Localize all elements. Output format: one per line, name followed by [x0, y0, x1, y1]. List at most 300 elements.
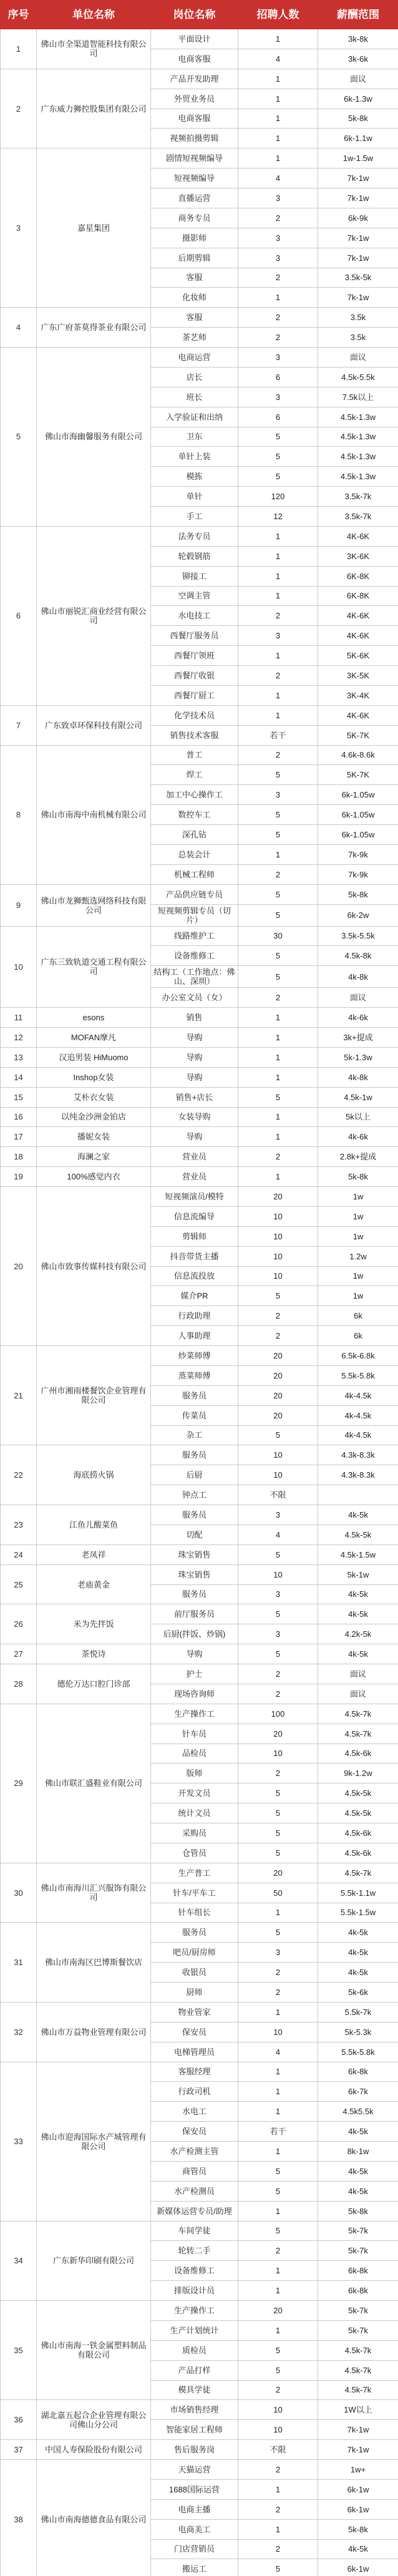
salary-range: 4k-5k	[318, 1604, 398, 1624]
company-seq: 23	[1, 1505, 37, 1545]
position-name: 门店营销员	[151, 2539, 238, 2559]
position-name: 铆接工	[151, 566, 238, 586]
table-row	[1, 1147, 398, 1167]
headcount: 20	[238, 2301, 318, 2321]
headcount: 1	[238, 586, 318, 606]
headcount: 1	[238, 546, 318, 566]
company-seq: 20	[1, 1187, 37, 1346]
position-name: 西餐厅服务员	[151, 626, 238, 646]
headcount: 5	[238, 1843, 318, 1863]
headcount: 10	[238, 1465, 318, 1485]
company-name: esons	[37, 1008, 151, 1028]
position-name: 水电技工	[151, 606, 238, 626]
position-name: 西餐厅领班	[151, 646, 238, 666]
position-name: 1688国际运营	[151, 2479, 238, 2499]
company-seq: 12	[1, 1028, 37, 1048]
salary-range: 7k-1w	[318, 188, 398, 208]
company-name: 汉追男装 HiMuomo	[37, 1047, 151, 1067]
position-name: 蒸菜师傅	[151, 1365, 238, 1385]
headcount: 100	[238, 1704, 318, 1724]
salary-range: 4.5k-7k	[318, 2360, 398, 2380]
position-name: 模具学徒	[151, 2380, 238, 2400]
salary-range: 1w	[318, 1266, 398, 1286]
position-name: 导购	[151, 1047, 238, 1067]
headcount: 5	[238, 2360, 318, 2380]
headcount: 5	[238, 884, 318, 904]
salary-range: 1w	[318, 1206, 398, 1226]
table-row	[1, 1664, 398, 1684]
headcount: 2	[238, 2241, 318, 2261]
headcount: 若干	[238, 725, 318, 745]
headcount: 1	[238, 2519, 318, 2539]
headcount: 3	[238, 248, 318, 268]
company-name: 以纯金沙洲金铂店	[37, 1107, 151, 1127]
headcount: 2	[238, 666, 318, 686]
table-row	[1, 2221, 398, 2241]
salary-range: 9k-1.2w	[318, 1764, 398, 1783]
position-name: 短视频剪辑专员（切片）	[151, 904, 238, 926]
table-row	[1, 745, 398, 765]
position-name: 护士	[151, 1664, 238, 1684]
position-name: 电商客服	[151, 49, 238, 69]
position-name: 服务员	[151, 1584, 238, 1604]
company-seq: 26	[1, 1604, 37, 1644]
headcount: 1	[238, 2261, 318, 2281]
table-row	[1, 1047, 398, 1067]
company-name: 德伦万达口腔门诊部	[37, 1664, 151, 1704]
position-name: 搬运工	[151, 2559, 238, 2576]
position-name: 智能家居工程师	[151, 2420, 238, 2440]
headcount: 120	[238, 487, 318, 507]
salary-range: 面议	[318, 988, 398, 1008]
headcount: 2	[238, 2499, 318, 2519]
headcount: 2	[238, 745, 318, 765]
position-name: 女装导购	[151, 1107, 238, 1127]
company-name: 佛山市南海一铁金属塑料制品有限公司	[37, 2301, 151, 2400]
headcount: 1	[238, 89, 318, 109]
position-name: 产品供应链专员	[151, 884, 238, 904]
salary-range: 7k-1w	[318, 288, 398, 308]
headcount: 5	[238, 1644, 318, 1664]
position-name: 化妆师	[151, 288, 238, 308]
table-row	[1, 1127, 398, 1147]
salary-range: 4k-4.5k	[318, 1405, 398, 1425]
headcount: 3	[238, 348, 318, 368]
salary-range: 4.5k-5k	[318, 1783, 398, 1803]
company-name: 米为先拌饭	[37, 1604, 151, 1644]
salary-range: 5K-6K	[318, 646, 398, 666]
position-name: 后厨	[151, 1465, 238, 1485]
position-name: 化学技术员	[151, 705, 238, 725]
salary-range: 4.5k-7k	[318, 2340, 398, 2360]
headcount: 1	[238, 1008, 318, 1028]
position-name: 外贸业务员	[151, 89, 238, 109]
position-name: 线路维护工	[151, 926, 238, 946]
position-name: 短视频编导	[151, 168, 238, 188]
salary-range: 4k-4.5k	[318, 1385, 398, 1405]
headcount: 10	[238, 1266, 318, 1286]
headcount: 2	[238, 2539, 318, 2559]
position-name: 服务员	[151, 1923, 238, 1943]
salary-range: 4k-5k	[318, 1505, 398, 1525]
position-name: 店长	[151, 367, 238, 387]
salary-range: 4k-5k	[318, 1923, 398, 1943]
company-seq: 25	[1, 1564, 37, 1604]
headcount: 3	[238, 1624, 318, 1644]
salary-range: 3K-4K	[318, 685, 398, 705]
table-row	[1, 1445, 398, 1465]
position-name: 导购	[151, 1067, 238, 1087]
salary-range: 4k-6k	[318, 1127, 398, 1147]
salary-range: 4k-8k	[318, 1067, 398, 1087]
salary-range: 7k-9k	[318, 844, 398, 864]
company-name: 广东广府茶莫得茶业有限公司	[37, 308, 151, 348]
headcount: 5	[238, 805, 318, 825]
salary-range: 6k-8k	[318, 2281, 398, 2301]
headcount: 2	[238, 1963, 318, 1983]
company-name: 海澜之家	[37, 1147, 151, 1167]
company-name: 湖北嘉五起合企业管理有限公司佛山分公司	[37, 2400, 151, 2440]
salary-range: 6k-1.05w	[318, 805, 398, 825]
position-name: 售后服务岗	[151, 2440, 238, 2460]
company-name: 佛山市致事传媒科技有限公司	[37, 1187, 151, 1346]
table-row	[1, 1107, 398, 1127]
position-name: 视频拍摄剪辑	[151, 129, 238, 149]
salary-range: 4.2k-5k	[318, 1624, 398, 1644]
company-seq: 21	[1, 1346, 37, 1445]
salary-range: 1w-1.5w	[318, 149, 398, 168]
position-name: 单针上装	[151, 447, 238, 467]
company-name: 老凤祥	[37, 1544, 151, 1564]
headcount: 5	[238, 946, 318, 966]
salary-range: 6k-8k	[318, 2062, 398, 2082]
position-name: 深孔钻	[151, 825, 238, 845]
company-name: 播妮女装	[37, 1127, 151, 1147]
position-name: 焊工	[151, 765, 238, 785]
salary-range: 4k-8k	[318, 966, 398, 988]
headcount: 10	[238, 1246, 318, 1266]
salary-range: 面议	[318, 69, 398, 89]
company-seq: 7	[1, 705, 37, 745]
company-name: 佛山市万益物业管理有限公司	[37, 2002, 151, 2062]
company-seq: 34	[1, 2221, 37, 2301]
salary-range: 5.5k-5.8k	[318, 1365, 398, 1385]
table-row	[1, 884, 398, 904]
headcount: 4	[238, 1525, 318, 1544]
salary-range: 6k	[318, 1326, 398, 1346]
salary-range: 4k-5k	[318, 2539, 398, 2559]
header-company: 单位名称	[37, 1, 151, 29]
position-name: 机械工程师	[151, 864, 238, 884]
salary-range: 面议	[318, 1684, 398, 1704]
headcount: 2	[238, 606, 318, 626]
position-name: 水电工	[151, 2102, 238, 2122]
position-name: 销售技术客服	[151, 725, 238, 745]
headcount: 3	[238, 387, 318, 407]
position-name: 服务员	[151, 1505, 238, 1525]
header-position: 岗位名称	[151, 1, 238, 29]
headcount: 20	[238, 1187, 318, 1207]
position-name: 杂工	[151, 1425, 238, 1445]
salary-range: 3k+提成	[318, 1028, 398, 1048]
position-name: 轮毂钢筋	[151, 546, 238, 566]
salary-range: 4.5k-6k	[318, 1843, 398, 1863]
salary-range: 2.8k+提成	[318, 1147, 398, 1167]
headcount: 2	[238, 864, 318, 884]
position-name: 班长	[151, 387, 238, 407]
salary-range: 1w	[318, 1226, 398, 1246]
salary-range: 6k-1w	[318, 2499, 398, 2519]
headcount: 5	[238, 966, 318, 988]
company-name: 嘉星集团	[37, 149, 151, 308]
company-seq: 27	[1, 1644, 37, 1664]
position-name: 商务专员	[151, 208, 238, 228]
salary-range: 4.5k-1.3w	[318, 407, 398, 427]
table-row	[1, 1067, 398, 1087]
salary-range: 8k-1w	[318, 2142, 398, 2162]
header-salary: 薪酬范围	[318, 1, 398, 29]
salary-range: 4.5k-1.3w	[318, 467, 398, 487]
headcount: 1	[238, 2102, 318, 2122]
table-row	[1, 1187, 398, 1207]
company-name: 广东三致轨道交通工程有限公司	[37, 926, 151, 1008]
position-name: 抖音带货主播	[151, 1246, 238, 1266]
headcount: 2	[238, 308, 318, 328]
position-name: 卫东	[151, 427, 238, 447]
salary-range: 3.5k-7k	[318, 507, 398, 527]
position-name: 电梯管理员	[151, 2042, 238, 2062]
position-name: 法务专员	[151, 526, 238, 546]
position-name: 采购员	[151, 1823, 238, 1843]
company-seq: 24	[1, 1544, 37, 1564]
position-name: 人事助理	[151, 1326, 238, 1346]
company-seq: 17	[1, 1127, 37, 1147]
company-seq: 22	[1, 1445, 37, 1505]
position-name: 剧情短视频编导	[151, 149, 238, 168]
headcount: 20	[238, 1724, 318, 1744]
headcount: 2	[238, 1684, 318, 1704]
salary-range: 7k-1w	[318, 2440, 398, 2460]
position-name: 现场咨询师	[151, 1684, 238, 1704]
company-name: 茶悦诗	[37, 1644, 151, 1664]
company-name: 佛山市全渠道智能科技有限公司	[37, 29, 151, 69]
company-seq: 15	[1, 1087, 37, 1107]
company-name: 江鱼儿酸菜鱼	[37, 1505, 151, 1545]
position-name: 销售	[151, 1008, 238, 1028]
headcount: 1	[238, 1047, 318, 1067]
position-name: 平面设计	[151, 29, 238, 49]
company-name: 佛山市联汇盛鞋业有限公司	[37, 1704, 151, 1863]
table-header-row	[1, 1, 398, 29]
headcount: 20	[238, 1405, 318, 1425]
company-name: 广东致卓环保科技有限公司	[37, 705, 151, 745]
position-name: 西餐厅厨工	[151, 685, 238, 705]
salary-range: 4.5k-1.5w	[318, 1544, 398, 1564]
company-seq: 4	[1, 308, 37, 348]
table-row	[1, 2062, 398, 2082]
headcount: 5	[238, 447, 318, 467]
salary-range: 4.5k-7k	[318, 1704, 398, 1724]
position-name: 生产操作工	[151, 2301, 238, 2321]
position-name: 轮转二手	[151, 2241, 238, 2261]
headcount: 1	[238, 1028, 318, 1048]
position-name: 生产操作工	[151, 1704, 238, 1724]
salary-range: 4.5k-5.5k	[318, 367, 398, 387]
salary-range: 1w	[318, 1187, 398, 1207]
position-name: 入学验证和出纳	[151, 407, 238, 427]
salary-range: 4.5k-6k	[318, 1823, 398, 1843]
headcount: 5	[238, 427, 318, 447]
headcount: 5	[238, 2559, 318, 2576]
headcount: 1	[238, 2082, 318, 2102]
salary-range: 5k-7k	[318, 2320, 398, 2340]
position-name: 导购	[151, 1028, 238, 1048]
salary-range: 7k-1w	[318, 228, 398, 248]
headcount: 1	[238, 1903, 318, 1923]
salary-range: 5k-8k	[318, 1167, 398, 1187]
headcount: 1	[238, 2002, 318, 2022]
salary-range: 6k-1w	[318, 2479, 398, 2499]
table-row	[1, 69, 398, 89]
headcount: 5	[238, 1823, 318, 1843]
table-row	[1, 1544, 398, 1564]
position-name: 产品打样	[151, 2360, 238, 2380]
position-name: 收银员	[151, 1963, 238, 1983]
headcount: 20	[238, 1863, 318, 1883]
headcount: 1	[238, 1067, 318, 1087]
headcount: 10	[238, 1744, 318, 1764]
salary-range: 6k	[318, 1306, 398, 1326]
company-seq: 5	[1, 348, 37, 527]
salary-range: 6k-1.05w	[318, 825, 398, 845]
salary-range: 5k-8k	[318, 2519, 398, 2539]
headcount: 1	[238, 566, 318, 586]
salary-range: 5k以上	[318, 1107, 398, 1127]
table-row	[1, 1863, 398, 1883]
headcount: 1	[238, 109, 318, 129]
salary-range: 5.5k-7k	[318, 2002, 398, 2022]
salary-range: 3k-6k	[318, 49, 398, 69]
headcount: 30	[238, 926, 318, 946]
headcount: 4	[238, 49, 318, 69]
salary-range: 4k-5k	[318, 2181, 398, 2201]
headcount: 10	[238, 1206, 318, 1226]
company-seq: 37	[1, 2440, 37, 2460]
position-name: 产品开发助理	[151, 69, 238, 89]
position-name: 客服	[151, 308, 238, 328]
headcount: 10	[238, 1226, 318, 1246]
position-name: 行政司机	[151, 2082, 238, 2102]
headcount: 1	[238, 526, 318, 546]
salary-range: 6k-8k	[318, 2261, 398, 2281]
headcount: 1	[238, 2281, 318, 2301]
headcount: 2	[238, 1306, 318, 1326]
company-seq: 36	[1, 2400, 37, 2440]
table-row	[1, 2301, 398, 2321]
headcount: 20	[238, 1346, 318, 1366]
headcount: 5	[238, 2161, 318, 2181]
headcount: 10	[238, 1564, 318, 1584]
headcount: 10	[238, 2022, 318, 2042]
position-name: 茶艺师	[151, 328, 238, 348]
position-name: 结构工（工作地点：佛山、深圳）	[151, 966, 238, 988]
headcount: 6	[238, 367, 318, 387]
table-row	[1, 2400, 398, 2420]
position-name: 版师	[151, 1764, 238, 1783]
salary-range: 1.2w	[318, 1246, 398, 1266]
position-name: 新媒体运营专员/助理	[151, 2201, 238, 2221]
headcount: 2	[238, 988, 318, 1008]
headcount: 12	[238, 507, 318, 527]
position-name: 电商运营	[151, 348, 238, 368]
salary-range: 6k-1.1w	[318, 129, 398, 149]
salary-range: 4k-5k	[318, 1584, 398, 1604]
salary-range: 7.5k以上	[318, 387, 398, 407]
job-table-body	[1, 29, 398, 2576]
headcount: 5	[238, 1604, 318, 1624]
position-name: 服务员	[151, 1385, 238, 1405]
company-name: 老庙黄金	[37, 1564, 151, 1604]
salary-range: 4.5k-7k	[318, 1863, 398, 1883]
headcount: 1	[238, 1167, 318, 1187]
salary-range: 4k-5k	[318, 1943, 398, 1963]
salary-range: 5K-7K	[318, 765, 398, 785]
headcount: 1	[238, 1127, 318, 1147]
position-name: 后期剪辑	[151, 248, 238, 268]
position-name: 切配	[151, 1525, 238, 1544]
headcount: 1	[238, 288, 318, 308]
salary-range: 3.5k-5.5k	[318, 926, 398, 946]
headcount: 5	[238, 1087, 318, 1107]
position-name: 加工中心操作工	[151, 785, 238, 805]
position-name: 统计文员	[151, 1803, 238, 1823]
position-name: 服务员	[151, 1445, 238, 1465]
salary-range: 5K-7K	[318, 725, 398, 745]
salary-range: 4.5k-6k	[318, 1744, 398, 1764]
salary-range: 4.5k-1w	[318, 1087, 398, 1107]
headcount: 2	[238, 1147, 318, 1167]
headcount: 4	[238, 168, 318, 188]
position-name: 生产计划统计	[151, 2320, 238, 2340]
company-name: 佛山市南海区巴博斯餐饮店	[37, 1923, 151, 2003]
table-row	[1, 1704, 398, 1724]
position-name: 开发文员	[151, 1783, 238, 1803]
company-seq: 13	[1, 1047, 37, 1067]
salary-range	[318, 1485, 398, 1505]
headcount: 1	[238, 705, 318, 725]
table-row	[1, 2002, 398, 2022]
salary-range: 5k-5.3k	[318, 2022, 398, 2042]
salary-range: 5k-6k	[318, 1983, 398, 2003]
salary-range: 6k-1.3w	[318, 89, 398, 109]
company-seq: 8	[1, 745, 37, 884]
position-name: 导购	[151, 1644, 238, 1664]
position-name: 水产检测主管	[151, 2142, 238, 2162]
salary-range: 6k-9k	[318, 208, 398, 228]
position-name: 设备维修工	[151, 2261, 238, 2281]
salary-range: 7k-1w	[318, 168, 398, 188]
headcount: 4	[238, 2042, 318, 2062]
table-row	[1, 1087, 398, 1107]
headcount: 5	[238, 2340, 318, 2360]
company-seq: 31	[1, 1923, 37, 2003]
headcount: 2	[238, 208, 318, 228]
salary-range: 面议	[318, 1664, 398, 1684]
salary-range: 3.5k	[318, 308, 398, 328]
salary-range: 4.5k5.5k	[318, 2102, 398, 2122]
headcount: 5	[238, 1286, 318, 1306]
company-name: 海底捞火锅	[37, 1445, 151, 1505]
